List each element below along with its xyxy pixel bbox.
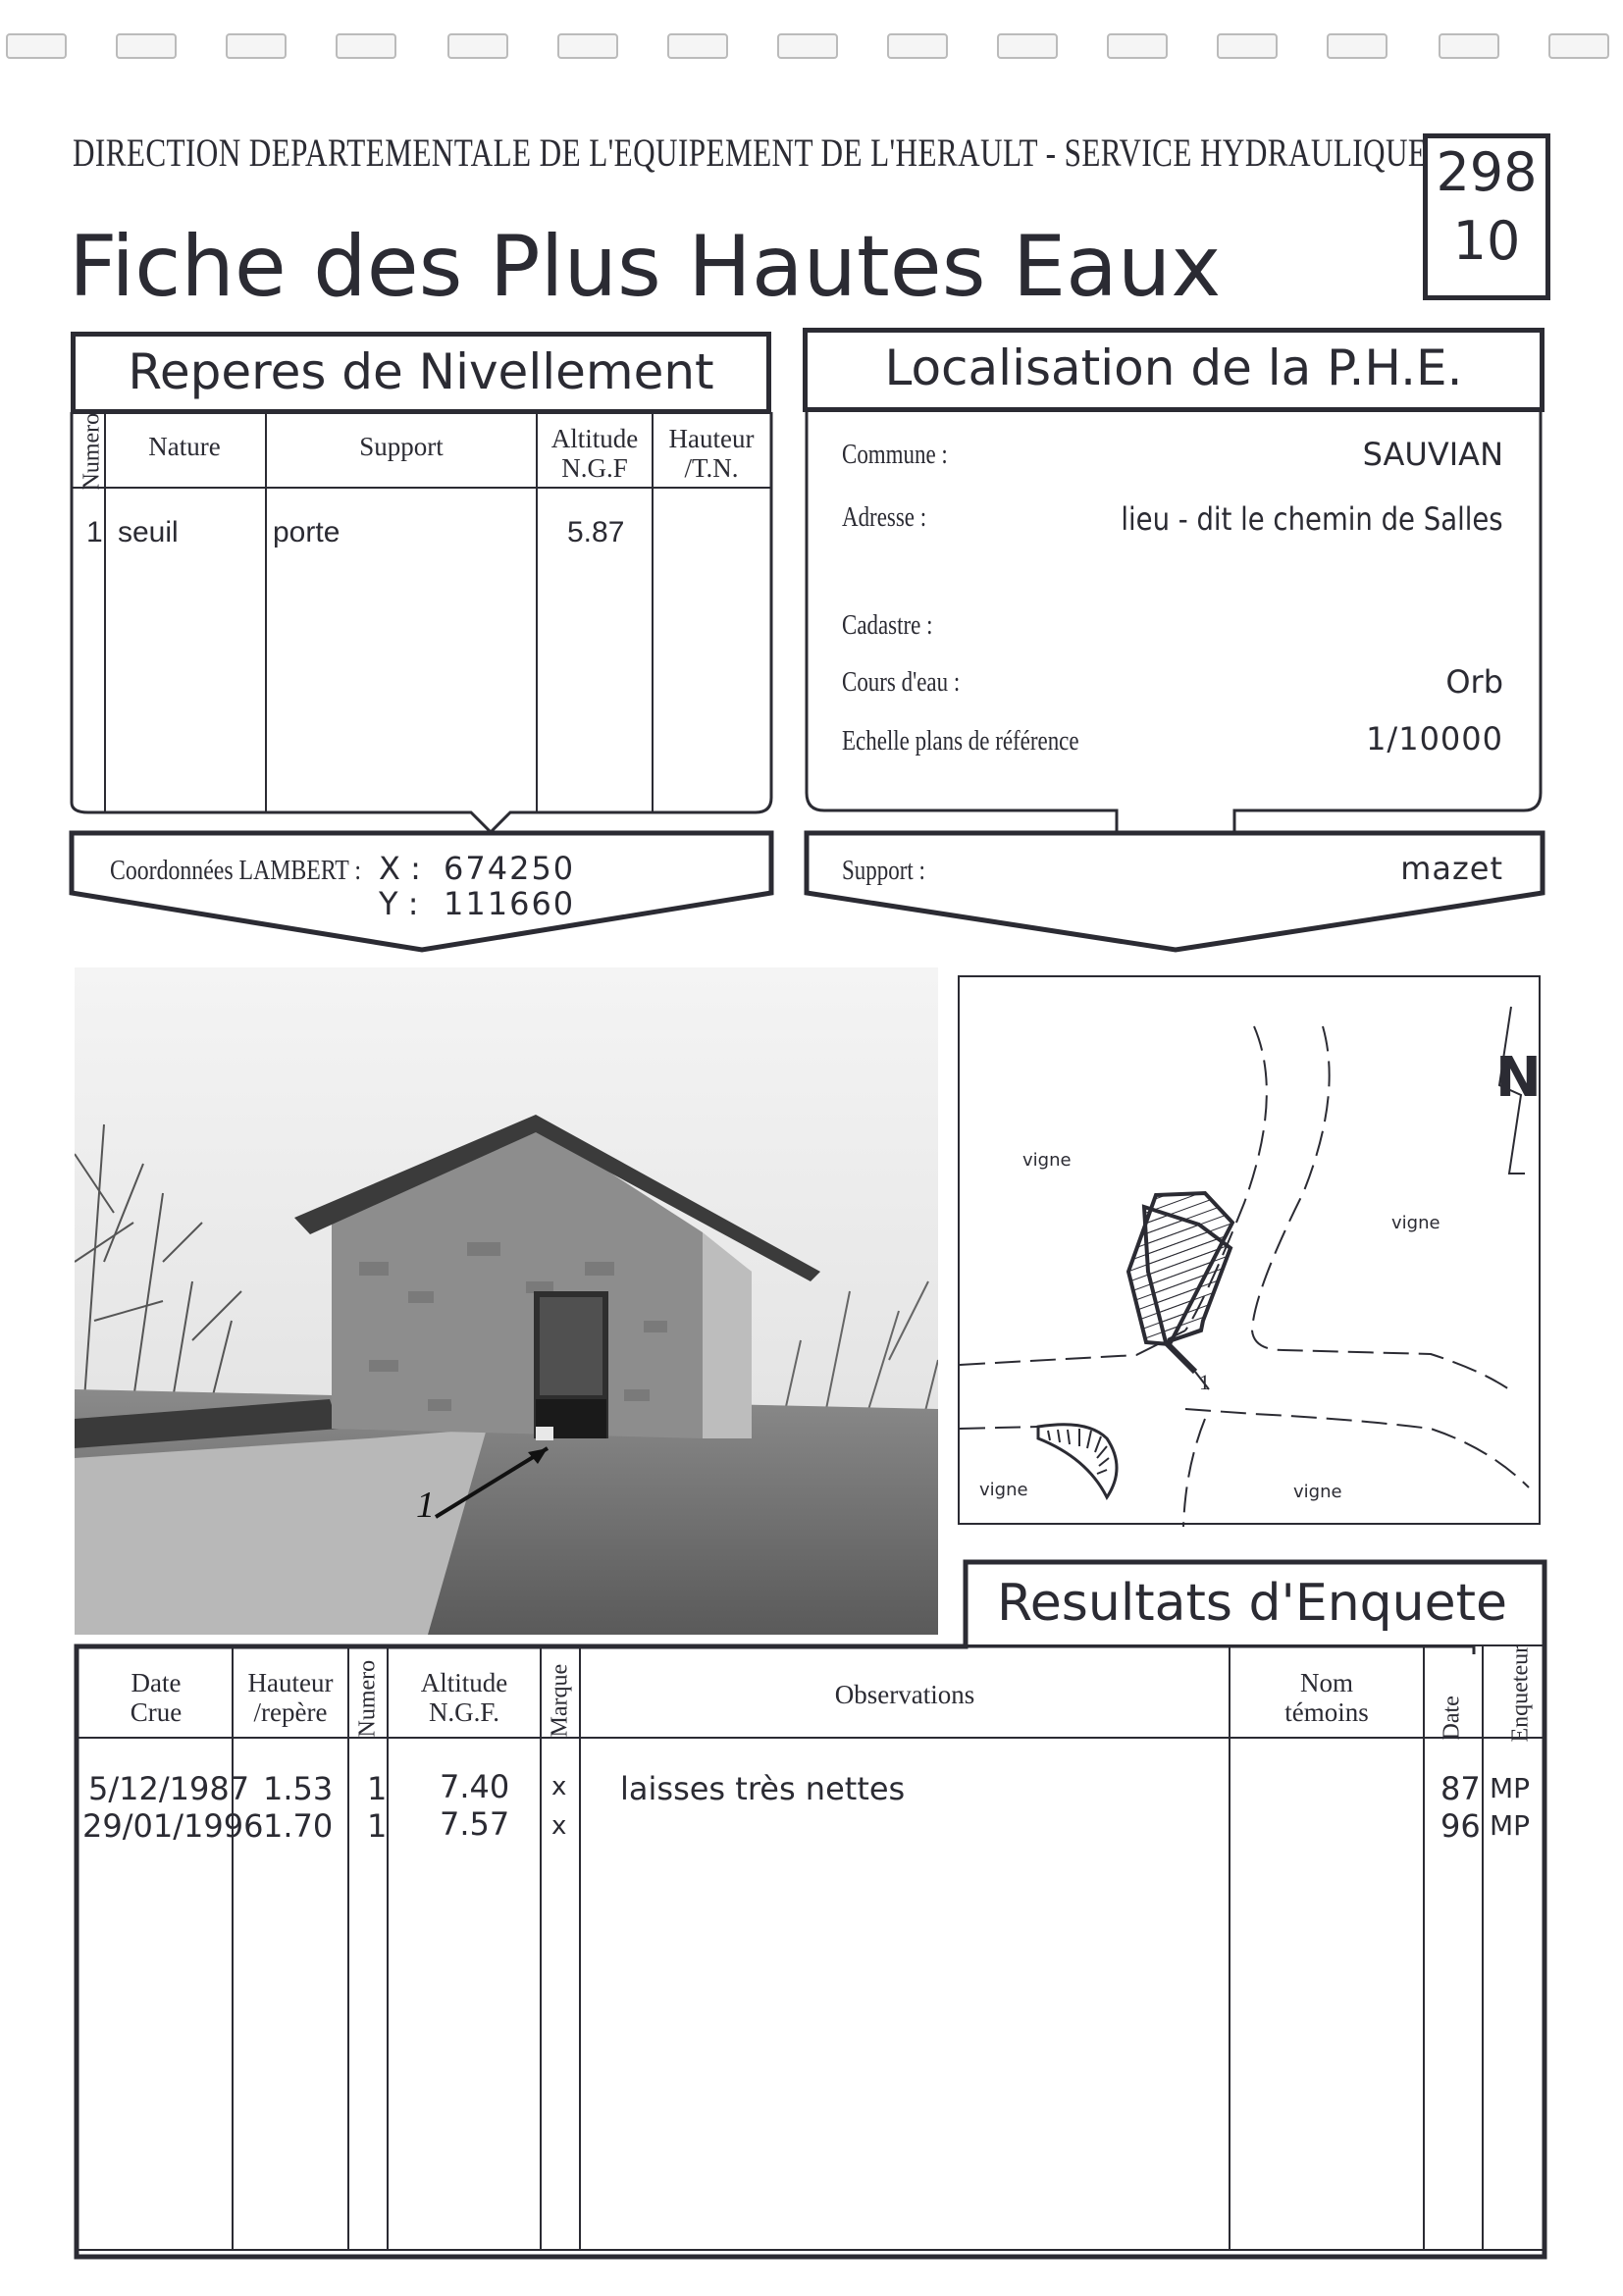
binder-hole [116,33,177,59]
res-row-enqueteur: MP [1490,1809,1531,1842]
res-row-observations: laisses très nettes [620,1770,906,1807]
reference-box [1423,133,1550,300]
binder-hole [1548,33,1609,59]
res-col-nom-line2: témoins [1284,1697,1369,1727]
res-col-hauteur [234,1668,347,1727]
col-support: Support [359,432,444,461]
res-row-date-crue: 29/01/1996 [82,1807,264,1845]
agency-header: DIRECTION DEPARTEMENTALE DE L'EQUIPEMENT DE L'HERAULT - SERVICE HYDRAULIQUE [73,130,1428,175]
resultats-col-line [347,1644,349,2249]
res-row-hauteur: 1.53 [263,1770,334,1807]
map-label-vigne: vigne [979,1480,1028,1500]
res-row-altitude: 7.40 [440,1768,510,1805]
res-row-marque: x [551,1811,567,1841]
res-col-hauteur-line2: /repère [253,1697,328,1727]
res-row-numero: 1 [367,1807,388,1845]
reperes-header-line [71,487,771,489]
res-row-marque: x [551,1772,567,1801]
col-hauteur-line2: /T.N. [684,453,739,483]
support-value: mazet [1400,850,1503,887]
res-col-observations: Observations [834,1680,975,1709]
res-col-hauteur-line1: Hauteur [247,1668,334,1697]
reference-number-bottom: 10 [1452,210,1521,272]
binder-hole [1107,33,1168,59]
res-row-enqueteur: MP [1490,1772,1531,1804]
col-altitude-line1: Altitude [550,424,639,453]
adresse-value: lieu - dit le chemin de Salles [1121,500,1503,538]
north-label: N [1495,1046,1542,1110]
support-label: Support : [842,856,925,886]
lambert-x-label: X : [379,850,421,887]
resultats-heading: Resultats d'Enquete [997,1574,1507,1633]
resultats-col-line [1423,1644,1425,2249]
commune-value: SAUVIAN [1362,436,1503,473]
res-col-altitude-line1: Altitude [420,1668,508,1697]
commune-label: Commune : [842,440,948,470]
binder-hole [226,33,287,59]
lambert-y-label: Y : [379,885,419,922]
reperes-col-line [265,412,267,812]
resultats-col-line [540,1644,542,2249]
col-nature: Nature [148,432,221,461]
res-col-date-crue-line2: Crue [130,1697,183,1727]
binder-hole [336,33,396,59]
resultats-col-line [579,1644,581,2249]
res-col-altitude-line2: N.G.F. [428,1697,500,1727]
col-numero: Numero [79,412,105,491]
cours-eau-value: Orb [1445,663,1503,701]
col-altitude [538,424,652,483]
res-col-nom-temoins [1230,1668,1423,1727]
res-row-altitude: 7.57 [440,1805,510,1843]
res-col-date: Date [1439,1696,1465,1741]
site-photo [75,967,938,1635]
col-altitude-line2: N.G.F [561,453,628,483]
res-col-date-crue-line1: Date [131,1668,182,1697]
location-map [958,975,1541,1525]
resultats-col-line [1482,1644,1484,2249]
adresse-label: Adresse : [842,502,927,533]
res-row-date: 96 [1440,1807,1481,1845]
res-row-date: 87 [1440,1770,1481,1807]
res-col-altitude [389,1668,540,1727]
resultats-col-line [1229,1644,1230,2249]
map-label-vigne: vigne [1293,1482,1342,1502]
resultats-top-line [79,1644,1544,1646]
cadastre-label: Cadastre : [842,610,933,641]
resultats-col-line [232,1644,234,2249]
binder-hole [667,33,728,59]
echelle-label: Echelle plans de référence [842,726,1079,757]
binder-hole [557,33,618,59]
lambert-y-value: 111660 [444,885,576,922]
resultats-bottom-line [79,2249,1544,2251]
page-title: Fiche des Plus Hautes Eaux [69,218,1222,316]
echelle-value: 1/10000 [1366,720,1503,757]
binder-hole [1217,33,1278,59]
resultats-header-line [79,1737,1544,1739]
binder-hole [1327,33,1387,59]
lambert-label: Coordonnées LAMBERT : [110,856,361,886]
reperes-row-nature: seuil [118,516,179,548]
lambert-x-value: 674250 [444,850,576,887]
resultats-col-line [387,1644,389,2249]
res-col-date-crue [80,1668,232,1727]
photo-marker-label: 1 [416,1485,435,1526]
res-col-numero: Numero [354,1659,381,1738]
lambert-arrow-box [69,830,777,958]
col-hauteur [654,424,769,483]
reperes-row-altitude: 5.87 [567,516,625,548]
res-col-marque: Marque [547,1663,573,1738]
reperes-row-numero: 1 [86,516,103,548]
res-row-hauteur: 1.70 [263,1807,334,1845]
col-hauteur-line1: Hauteur [668,424,755,453]
map-label-vigne: vigne [1022,1150,1072,1171]
location-map-drawing [960,977,1543,1527]
reperes-heading: Reperes de Nivellement [71,332,771,414]
res-col-enqueteur: Enqueteur [1507,1644,1534,1743]
reperes-row-support: porte [273,516,340,548]
cours-eau-label: Cours d'eau : [842,667,961,698]
binder-hole [1439,33,1499,59]
site-photo-drawing [75,967,938,1635]
map-marker-label: 1 [1199,1370,1210,1394]
binder-hole [777,33,838,59]
res-row-numero: 1 [367,1770,388,1807]
localisation-heading: Localisation de la P.H.E. [803,328,1544,412]
res-col-nom-line1: Nom [1300,1668,1353,1697]
binder-hole [447,33,508,59]
binder-hole [887,33,948,59]
map-label-vigne: vigne [1391,1213,1440,1233]
reference-number-top: 298 [1436,141,1538,203]
binder-hole [997,33,1058,59]
binder-hole [6,33,67,59]
resultats-frame [69,1556,1556,2263]
res-row-date-crue: 5/12/1987 [88,1770,250,1807]
